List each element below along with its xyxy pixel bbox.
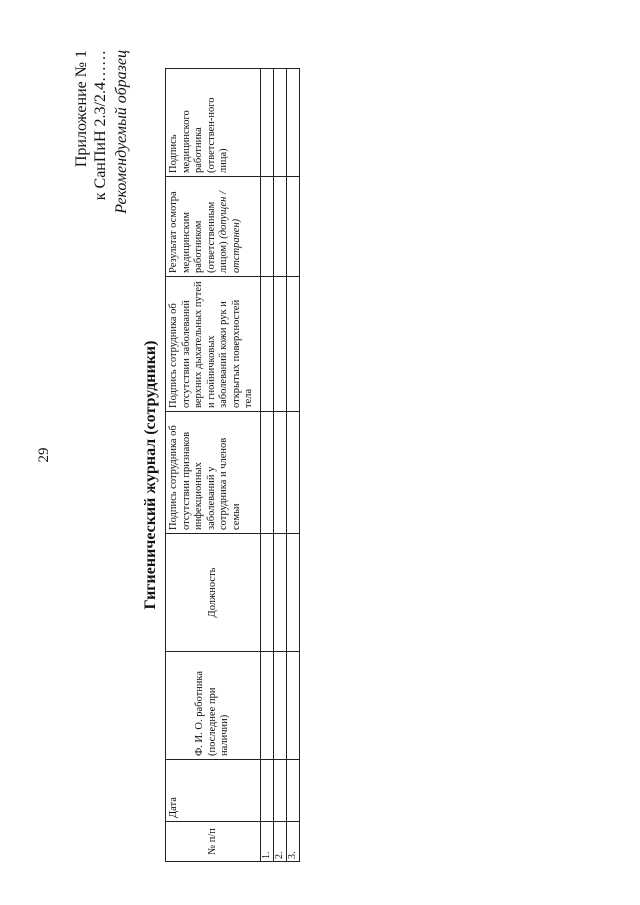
cell-respiratory-signature[interactable] (261, 277, 274, 412)
recommended-sample-note: Рекомендуемый образец (113, 50, 130, 214)
row-number: 1. (261, 822, 274, 862)
appendix-reference (72, 50, 110, 200)
header-date: Дата (166, 760, 261, 822)
hygiene-journal-table (165, 68, 300, 862)
row-number: 3. (287, 822, 300, 862)
page-number: 29 (36, 447, 52, 463)
cell-medical-signature[interactable] (287, 69, 300, 177)
cell-inspection-result[interactable] (274, 177, 287, 277)
cell-medical-signature[interactable] (274, 69, 287, 177)
cell-employee-name[interactable] (287, 652, 300, 760)
inspection-result-options: (допущен / отстранен) (218, 191, 242, 273)
cell-medical-signature[interactable] (261, 69, 274, 177)
cell-date[interactable] (274, 760, 287, 822)
cell-inspection-result[interactable] (261, 177, 274, 277)
table-row (261, 69, 274, 862)
cell-date[interactable] (287, 760, 300, 822)
cell-employee-name[interactable] (261, 652, 274, 760)
header-position: Должность (166, 534, 261, 652)
cell-employee-name[interactable] (274, 652, 287, 760)
cell-respiratory-signature[interactable] (287, 277, 300, 412)
journal-title: Гигиенический журнал (сотрудники) (142, 340, 159, 610)
cell-date[interactable] (261, 760, 274, 822)
table-row (274, 69, 287, 862)
cell-infection-signature[interactable] (261, 412, 274, 534)
appendix-number: Приложение № 1 (73, 50, 90, 168)
cell-position[interactable] (287, 534, 300, 652)
header-medical-signature: Подпись медицинского работника (ответствен-ного лица) (166, 69, 261, 177)
header-employee-name: Ф. И. О. работника (последнее при наличии) (166, 652, 261, 760)
cell-infection-signature[interactable] (274, 412, 287, 534)
cell-infection-signature[interactable] (287, 412, 300, 534)
cell-position[interactable] (261, 534, 274, 652)
table-header-row (166, 69, 261, 862)
header-infection-signature: Подпись сотрудника об отсутствии признаков инфекционных заболеваний у сотрудника и членов семьи (166, 412, 261, 534)
header-respiratory-signature: Подпись сотрудника об отсутствии заболеваний верхних дыхательных путей и гнойничковых заболеваний кожи рук и открытых поверхностей тела (166, 277, 261, 412)
sanpin-reference: к СанПиН 2.3/2.4…… (92, 50, 109, 201)
row-number: 2. (274, 822, 287, 862)
cell-inspection-result[interactable] (287, 177, 300, 277)
cell-position[interactable] (274, 534, 287, 652)
cell-respiratory-signature[interactable] (274, 277, 287, 412)
inspection-result-label: Результат осмотра медицинским работником (ответственным лицом) (168, 191, 229, 273)
table-row (287, 69, 300, 862)
header-number: № п/п (166, 822, 261, 862)
header-inspection-result (166, 177, 261, 277)
